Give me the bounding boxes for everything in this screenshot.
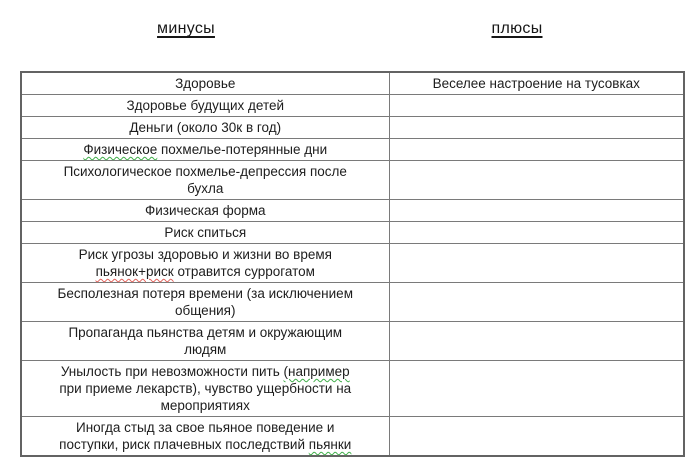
cell-text: Здоровье будущих детей (126, 98, 285, 113)
cell-text: Здоровье (175, 76, 236, 91)
minus-cell (21, 95, 389, 117)
pros-cons-table-body (21, 72, 684, 456)
cell-text: похмелье-потерянные дни (157, 142, 328, 157)
table-row (21, 200, 684, 222)
table-row (21, 222, 684, 244)
minus-cell (21, 161, 389, 200)
table-row (21, 417, 684, 457)
cell-text: Физическая форма (144, 203, 266, 218)
cell-text: Иногда стыд за свое пьяное поведение и поступки, риск плачевных последствий (59, 420, 335, 452)
table-row (21, 322, 684, 361)
spellcheck-green-squiggle-text: (например (283, 364, 350, 379)
plus-cell: Веселее настроение на тусовках (389, 72, 684, 95)
spellcheck-green-squiggle-text: пьянки (308, 437, 352, 452)
cell-text: Риск спиться (164, 225, 247, 240)
minus-cell (21, 417, 389, 457)
cell-text: Риск угрозы здоровью и жизни во время (78, 247, 332, 262)
minus-cell (21, 244, 389, 283)
plus-cell (389, 244, 684, 283)
plus-cell (389, 283, 684, 322)
minus-cell (21, 72, 389, 95)
plus-cell (389, 417, 684, 457)
minus-column-header: минусы (157, 20, 215, 37)
minus-cell (21, 361, 389, 417)
cell-text: Деньги (около 30к в год) (129, 120, 282, 135)
cell-text: при приеме лекарств), чувство ущербности на мероприятиях (59, 381, 352, 413)
pros-cons-table (20, 71, 685, 457)
plus-cell (389, 95, 684, 117)
plus-column-header: плюсы (491, 20, 543, 37)
cell-text: Унылость при невозможности пить (60, 364, 284, 379)
plus-cell (389, 222, 684, 244)
minus-header-box (20, 20, 388, 44)
table-row (21, 361, 684, 417)
minus-cell (21, 139, 389, 161)
column-headers (0, 20, 700, 44)
minus-cell (21, 283, 389, 322)
plus-cell (389, 322, 684, 361)
table-row (21, 95, 684, 117)
plus-cell (389, 200, 684, 222)
table-row (21, 161, 684, 200)
spellcheck-green-squiggle-text: Физическое (83, 142, 158, 157)
minus-cell (21, 322, 389, 361)
plus-cell (389, 161, 684, 200)
cell-text: Бесполезная потеря времени (за исключением общения) (57, 286, 353, 318)
plus-cell (389, 117, 684, 139)
minus-cell (21, 222, 389, 244)
table-row (21, 139, 684, 161)
minus-cell (21, 200, 389, 222)
table-row (21, 72, 684, 95)
cell-text: отравится суррогатом (173, 264, 315, 279)
plus-cell (389, 361, 684, 417)
plus-cell (389, 139, 684, 161)
cell-text: Психологическое похмелье-депрессия после бухла (63, 164, 347, 196)
spellcheck-red-squiggle-text: пьянок+риск (95, 264, 174, 279)
table-row (21, 117, 684, 139)
table-row (21, 283, 684, 322)
table-row (21, 244, 684, 283)
plus-header-box (388, 20, 682, 44)
cell-text: Пропаганда пьянства детям и окружающим людям (68, 325, 343, 357)
minus-cell (21, 117, 389, 139)
